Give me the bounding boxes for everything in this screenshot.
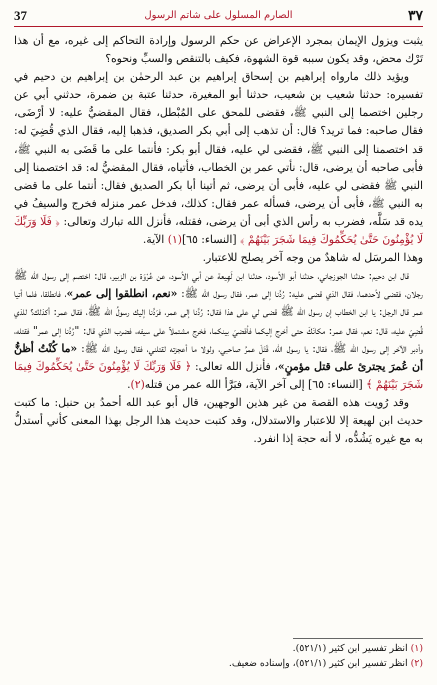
quran-verse: ﴿ فَلَا وَرَبِّكَ لَا يُؤْمِنُونَ حَتَّىٰ يُحَكِّمُوكَ فِيمَا شَجَرَ بَيْنَهُمْ ﴾: [14, 214, 423, 247]
paragraph: [14, 32, 423, 68]
footnote-text: انظر تفسير ابن كثير (٥٢١/١)، وإسناده ضعيف.: [228, 657, 408, 669]
footnote-rule: [293, 638, 423, 639]
footnote: [14, 642, 423, 657]
text-run: [النساء: ٦٥]: [181, 233, 241, 247]
paragraph: [14, 249, 423, 267]
hadith-quote: «ما كُنْتُ أظنُّ أن عُمرَ يجترئ على قتل مؤمنٍ»: [14, 341, 423, 373]
text-run: يثبت ويزول الإيمان بمجرد الإعراض عن حكم الرسول وإرادة التحاكم إلى غيره، مع أن هذا تَرْك محض، وقد يكون سببه قوة الشهوة، فكيف بالتنقص والسبِّ ونحوه؟: [14, 34, 423, 66]
footnote: [14, 657, 423, 672]
paragraph: [14, 68, 423, 249]
header-rule: [14, 26, 423, 27]
text-run: قال ابن دحيم: حدثنا الجوزجاني، حدثنا أبو الأسود، حدثنا ابن لَهِيعة عن أبي الأسود، عن عُرْوَة بن الزبير، قال: اختصم إلى رسول الله ﷺ رجلان، فقضى لأحدهما، فقال الذي قضى عليه: رُدَّنا إلى عمر، فقال رسول الله ﷺ:: [14, 269, 424, 301]
footnote-text: انظر تفسير ابن كثير (٥٢١/١).: [292, 643, 408, 654]
hadith-quote: «نعم، انطلقوا إلى عمر»: [66, 287, 178, 301]
text-run: ، فأنزل الله تعالى:: [191, 359, 278, 373]
page-number-arabic: ٣٧: [407, 8, 423, 24]
footnote-reference: (٢): [130, 377, 145, 391]
paragraph: [14, 394, 423, 448]
footnote-reference: (١): [167, 233, 182, 247]
text-run: [النساء: ٦٥] إلى آخر الآية، فبَرَّأ الله عمر من قتله: [144, 377, 367, 391]
text-run: ، فانطلقا، فلما أتيا عمر قال الرجل: يا ابن الخطاب إن رسول الله ﷺ قضى لي على هذا فقال: رُدَّنا إلى عمر، فرَدَّنا إليك رسولُ الله ﷺ، فقال عمر: أكذلك؟ للذي قُضِيَ عليه، قال: نعم، فقال عمر: مكانَكَ حتى أخرج إليكما فأقضيَ بينكما، فخرج مشتملاً على سيفه، فضرب الذي قال: "رُدَّنا إلى عمر" فقتله، وأدبر الآخر إلى رسول الله ﷺ، فقال: يا رسول الله، قَتَلَ عمرُ صاحبي، ولولا ما أعجزته لقتلني، فقال رسول الله ﷺ:: [14, 287, 424, 355]
page-number-latin: 37: [14, 8, 27, 23]
text-run: الآية.: [142, 233, 168, 247]
page-header: [14, 6, 423, 28]
footnote-mark: (١): [407, 643, 423, 654]
running-title: الصارم المسلول على شاتم الرسول: [144, 10, 293, 21]
paragraph: [14, 267, 423, 394]
text-run: ويؤيد ذلك مارواه إبراهيم بن إسحاق إبراهيم بن عبد الرحمٰن بن إبراهيم بن دحيم في تفسيره: حدثنا شعيب بن شعيب، حدثنا أبو المغيرة، حدثنا عتبة بن ضمرة، حدثني أبي عن رجلين اختصما إلى النبي ﷺ، فقضى للمحق على المُبْطل، فقال المقضيُّ عليه: لا أرْضَى، فقال صاحبه: فما تريد؟ قال: أن تذهب إلى أبي بكر الصديق، فذهبا إليه، فقال الذي قُضِيَ له: قد اختصمنا إلى النبي ﷺ، فقضى لي عليه، فقال أبو بكر: فأنتما على ما قَضَى به النبي ﷺ، فأبى صاحبه أن يرضى، قال: نأتي عمر بن الخطاب، فأتياه، فقال المقضيُّ له: قد اختصمنا إلى النبي ﷺ فقضى لي عليه، فأبى أن يرضى، ثم أتينا أبا بكر الصديق فقال: أنتما على ما قضى به النبي ﷺ، فأبى أن يرضى، فسأله عمر فقال: كذلك، فدخل عمر منزله فخرج والسيفُ في يده قد سَلَّه، فضرب به رأس الذي أبى أن يرضى، فقتله، فأنزل الله تبارك وتعالى:: [14, 70, 423, 228]
footnote-mark: (٢): [407, 657, 423, 669]
text-run: وهذا المرسَل له شاهدٌ من وجه آخر يصلح للاعتبار.: [202, 251, 423, 265]
quran-verse: ﴿ فَلَا وَرَبِّكَ لَا يُؤْمِنُونَ حَتَّىٰ يُحَكِّمُوكَ فِيمَا شَجَرَ بَيْنَهُمْ ﴾: [14, 359, 423, 391]
main-text: [14, 32, 423, 448]
text-run: وقد رُويت هذه القصة من غير هذين الوجهين، قال أبو عبد الله أحمدُ بن حنبل: ما كتبت حديث ابن لهيعة إلا للاعتبار والاستدلال، وقد كتبت حديث هذا الرجل بهذا المعنى كأني أستدلُّ به مع غيره يَشُدُّه، لا أنه حجة إذا انفرد.: [14, 395, 423, 446]
footnotes: [14, 642, 423, 671]
text-run: .: [127, 377, 131, 391]
